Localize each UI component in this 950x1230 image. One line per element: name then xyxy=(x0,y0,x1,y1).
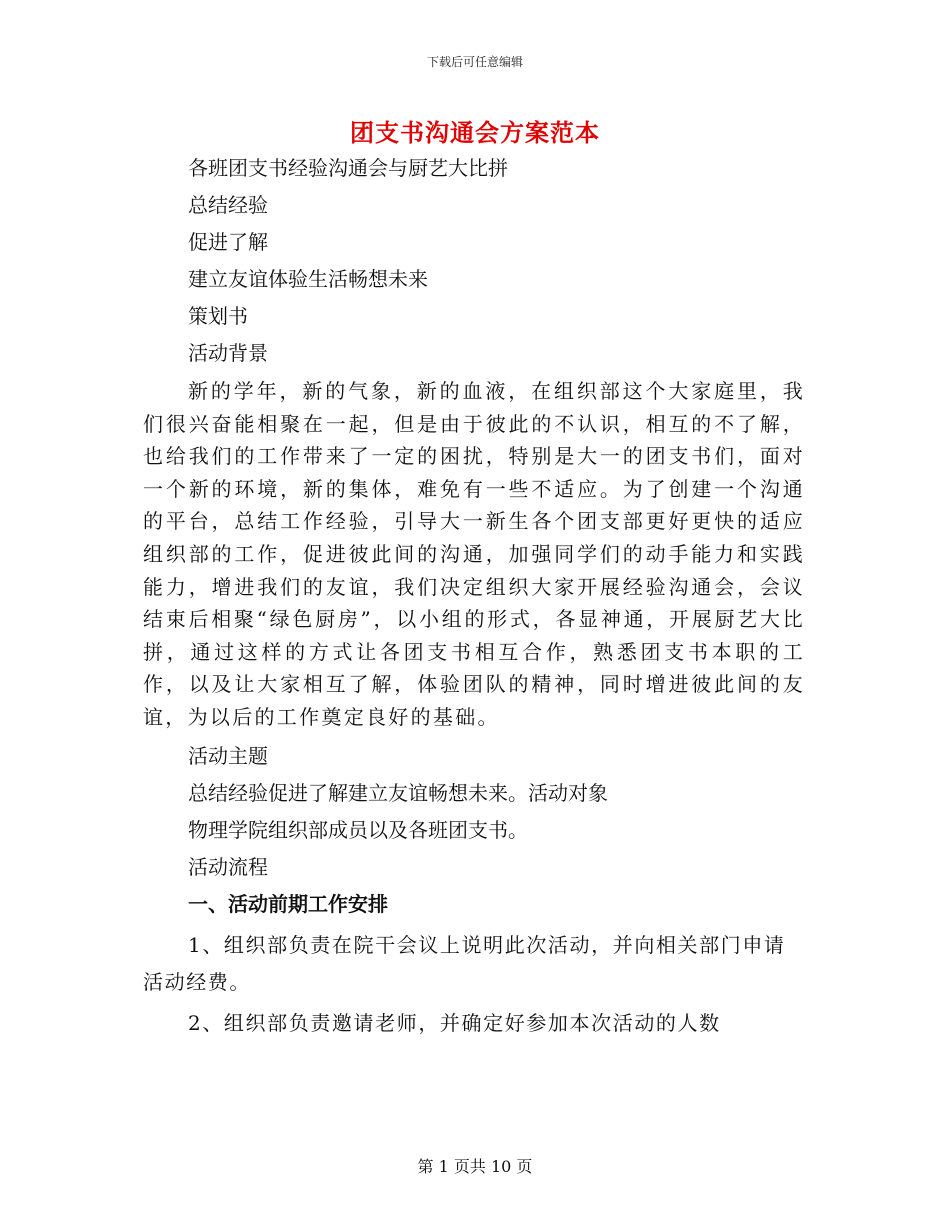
slogan-line-3: 建立友谊体验生活畅想未来 xyxy=(188,267,428,291)
document-title: 团支书沟通会方案范本 xyxy=(350,118,600,147)
background-heading: 活动背景 xyxy=(188,341,268,365)
plan-label: 策划书 xyxy=(188,304,248,328)
theme-line: 总结经验促进了解建立友谊畅想未来。活动对象 xyxy=(188,780,608,805)
subtitle-line: 各班团支书经验沟通会与厨艺大比拼 xyxy=(188,156,508,180)
process-heading: 活动流程 xyxy=(188,854,268,879)
audience-line: 物理学院组织部成员以及各班团支书。 xyxy=(188,817,528,842)
list-item: 2、组织部负责邀请老师，并确定好参加本次活动的人数 xyxy=(188,1010,721,1035)
slogan-line-1: 总结经验 xyxy=(188,193,268,217)
slogan-line-2: 促进了解 xyxy=(188,230,268,254)
document-body xyxy=(143,150,805,1042)
theme-heading: 活动主题 xyxy=(188,743,268,768)
list-item: 1、组织部负责在院干会议上说明此次活动，并向相关部门申请活动经费。 xyxy=(143,932,786,994)
background-paragraph: 新的学年，新的气象，新的血液，在组织部这个大家庭里，我们很兴奋能相聚在一起，但是由于彼此的不认识，相互的不了解，也给我们的工作带来了一定的困扰，特别是大一的团支书们，面对一个新的环境，新的集体，难免有一些不适应。为了创建一个沟通的平台，总结工作经验，引导大一新生各个团支部更好更快的适应组织部的工作，促进彼此间的沟通，加强同学们的动手能力和实践能力，增进我们的友谊，我们决定组织大家开展经验沟通会，会议结束后相聚“绿色厨房”，以小组的形式，各显神通，开展厨艺大比拼，通过这样的方式让各团支书相互合作，熟悉团支书本职的工作，以及让大家相互了解，体验团队的精神，同时增进彼此间的友谊，为以后的工作奠定良好的基础。 xyxy=(143,379,805,729)
section-heading: 一、活动前期工作安排 xyxy=(188,891,388,916)
page-footer: 第 1 页共 10 页 xyxy=(417,1157,533,1176)
header-note: 下载后可任意编辑 xyxy=(426,55,523,69)
